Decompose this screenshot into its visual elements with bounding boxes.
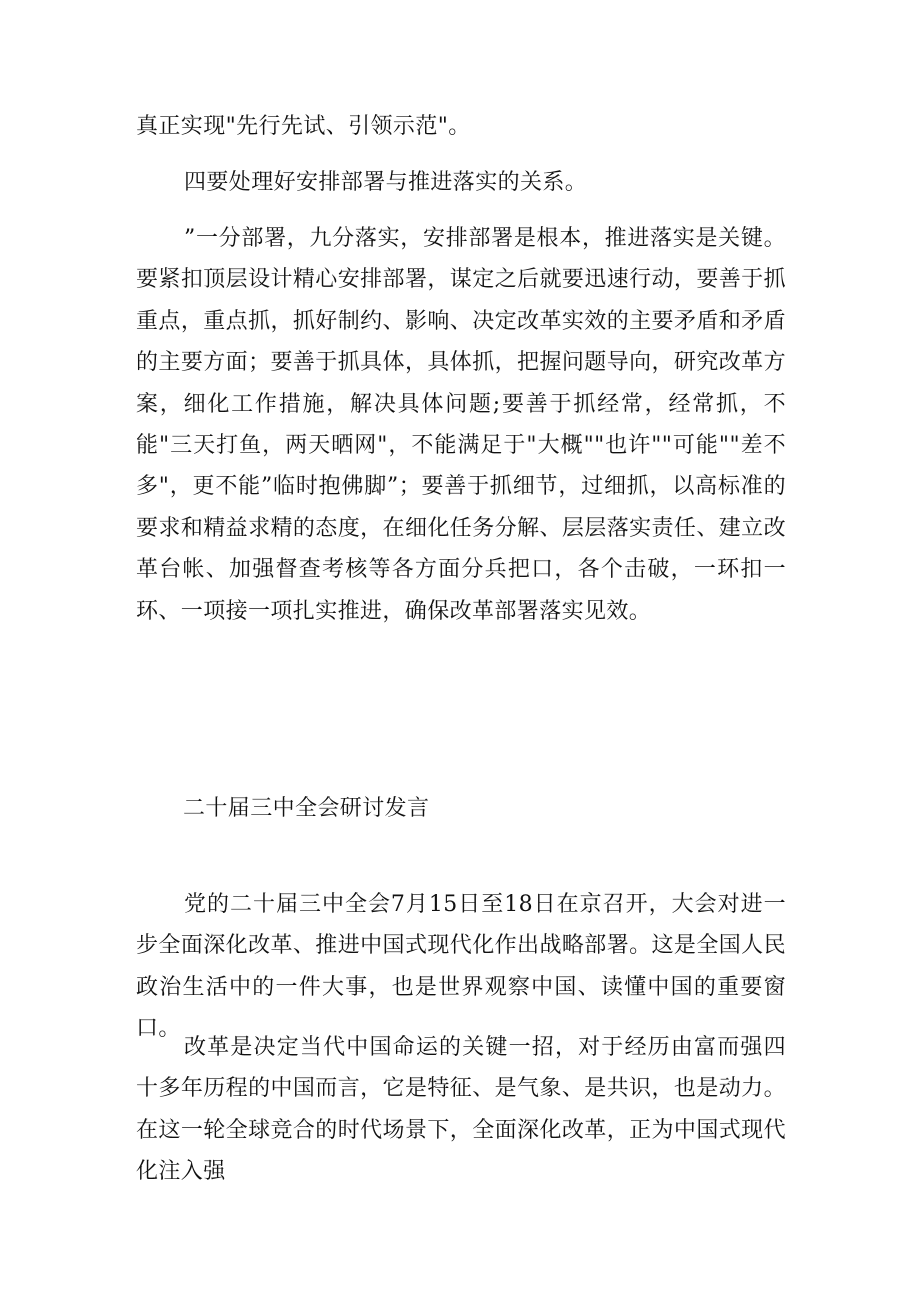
paragraph-point-four: 四要处理好安排部署与推进落实的关系。 [184, 170, 588, 195]
paragraph-intro: 党的二十届三中全会7月15日至18日在京召开，大会对进一步全面深化改革、推进中国式现代化作出战略部署。这是全国人民政治生活中的一件大事，也是世界观察中国、读懂中国的重要窗口。 [136, 892, 786, 1042]
paragraph-reform: 改革是决定当代中国命运的关键一招，对于经历由富而强四十多年历程的中国而言，它是特征、是气象、是共识，也是动力。在这一轮全球竞合的时代场景下，全面深化改革，正为中国式现代化注入强 [136, 1035, 786, 1185]
section-title: 二十届三中全会研讨发言 [183, 796, 430, 821]
paragraph-point-four-body: ”一分部署，九分落实，安排部署是根本，推进落实是关键。要紧扣顶层设计精心安排部署，谋定之后就要迅速行动，要善于抓重点，重点抓，抓好制约、影响、决定改革实效的主要矛盾和矛盾的主要方面；要善于抓具体，具体抓，把握问题导向，研究改革方案，细化工作措施，解决具体问题;要善于抓经常，经常抓，不能"三天打鱼，两天晒网"，不能满足于"大概""也许""可能""差不多"，更不能”临时抱佛脚”；要善于抓细节，过细抓，以高标准的要求和精益求精的态度，在细化任务分解、层层落实责任、建立改革台帐、加强督查考核等各方面分兵把口，各个击破，一环扣一环、一项接一项扎实推进，确保改革部署落实见效。 [136, 226, 786, 624]
paragraph-fragment: 真正实现"先行先试、引领示范"。 [136, 114, 471, 139]
